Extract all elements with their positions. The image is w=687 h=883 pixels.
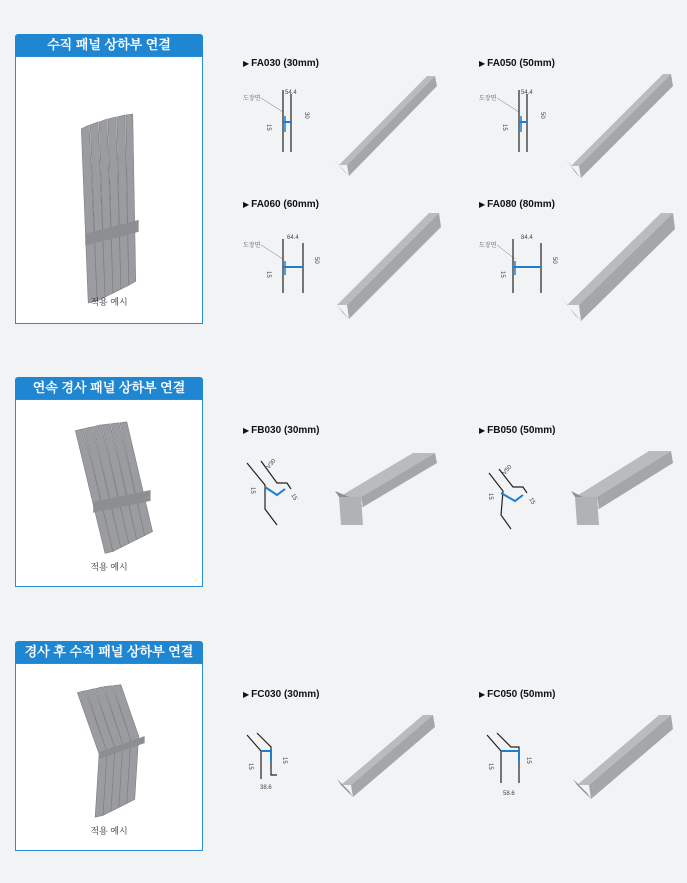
profile-image xyxy=(329,205,445,325)
section-2-caption: 적용 예시 xyxy=(90,562,128,572)
section-1-caption: 적용 예시 xyxy=(90,297,128,307)
svg-text:15: 15 xyxy=(289,493,298,502)
svg-text:64.4: 64.4 xyxy=(287,235,299,241)
svg-text:54.4: 54.4 xyxy=(521,90,533,96)
profile-image xyxy=(333,435,443,535)
product-fa060: ▶ FA060 (60mm) 도장면 64.4 50 15 xyxy=(243,199,443,329)
svg-text:15: 15 xyxy=(281,757,287,764)
svg-text:도장면: 도장면 xyxy=(243,96,261,102)
profile-drawing xyxy=(243,213,323,313)
product-fc030: ▶ FC030 (30mm) 15 15 38.6 xyxy=(243,689,443,819)
section-3-caption: 적용 예시 xyxy=(90,826,128,836)
svg-text:50: 50 xyxy=(539,112,545,119)
profile-image xyxy=(331,70,443,182)
profile-drawing xyxy=(243,439,323,539)
triangle-right-icon: ▶ xyxy=(479,59,486,68)
svg-text:15: 15 xyxy=(525,757,531,764)
profile-image xyxy=(559,205,679,325)
svg-text:84.4: 84.4 xyxy=(521,235,533,241)
svg-text:도장면: 도장면 xyxy=(479,96,497,102)
svg-text:15: 15 xyxy=(249,487,255,494)
triangle-right-icon: ▶ xyxy=(479,200,486,209)
svg-text:도장면: 도장면 xyxy=(243,243,261,249)
svg-text:58.6: 58.6 xyxy=(503,791,515,797)
svg-text:V50: V50 xyxy=(501,464,514,477)
section-1-title: 수직 패널 상하부 연결 xyxy=(15,34,203,56)
profile-image xyxy=(571,707,681,807)
product-fa050: ▶ FA050 (50mm) 도장면 54.4 50 15 xyxy=(479,58,679,188)
product-fc050: ▶ FC050 (50mm) 15 15 58.6 xyxy=(479,689,679,819)
product-fb030: ▶ FB030 (30mm) V30 15 15 xyxy=(243,425,443,555)
triangle-right-icon: ▶ xyxy=(243,59,250,68)
svg-text:50: 50 xyxy=(313,257,319,264)
profile-image xyxy=(335,707,445,807)
bent-panel-image xyxy=(16,682,202,822)
svg-text:30: 30 xyxy=(303,112,309,119)
svg-text:15: 15 xyxy=(487,763,493,770)
profile-image xyxy=(563,68,679,184)
product-fa080: ▶ FA080 (80mm) 도장면 84.4 50 15 xyxy=(479,199,679,329)
section-1-card xyxy=(15,56,203,324)
svg-text:15: 15 xyxy=(527,497,536,506)
sloped-panel-image xyxy=(16,420,202,570)
profile-image xyxy=(569,435,679,535)
profile-drawing xyxy=(479,703,559,803)
profile-drawing xyxy=(243,72,323,172)
vertical-panel-image xyxy=(16,112,202,312)
section-3-card xyxy=(15,663,203,851)
triangle-right-icon: ▶ xyxy=(243,690,250,699)
product-fa030: ▶ FA030 (30mm) 도장면 54.4 30 15 xyxy=(243,58,443,188)
profile-drawing xyxy=(479,439,559,539)
triangle-right-icon: ▶ xyxy=(479,426,486,435)
section-3-title: 경사 후 수직 패널 상하부 연결 xyxy=(15,641,203,663)
svg-text:15: 15 xyxy=(265,271,271,278)
svg-text:50: 50 xyxy=(551,257,557,264)
svg-text:도장면: 도장면 xyxy=(479,243,497,249)
svg-text:15: 15 xyxy=(247,763,253,770)
svg-text:15: 15 xyxy=(487,493,493,500)
svg-text:38.6: 38.6 xyxy=(260,785,272,791)
svg-text:15: 15 xyxy=(265,124,271,131)
svg-text:15: 15 xyxy=(501,124,507,131)
section-2-title: 연속 경사 패널 상하부 연결 xyxy=(15,377,203,399)
svg-text:V30: V30 xyxy=(265,458,278,471)
triangle-right-icon: ▶ xyxy=(479,690,486,699)
section-2-card xyxy=(15,399,203,587)
triangle-right-icon: ▶ xyxy=(243,200,250,209)
triangle-right-icon: ▶ xyxy=(243,426,250,435)
svg-text:15: 15 xyxy=(499,271,505,278)
profile-drawing xyxy=(243,703,323,803)
profile-drawing xyxy=(479,72,559,172)
product-fb050: ▶ FB050 (50mm) V50 15 15 xyxy=(479,425,679,555)
svg-text:54.4: 54.4 xyxy=(285,90,297,96)
profile-drawing xyxy=(479,213,559,313)
